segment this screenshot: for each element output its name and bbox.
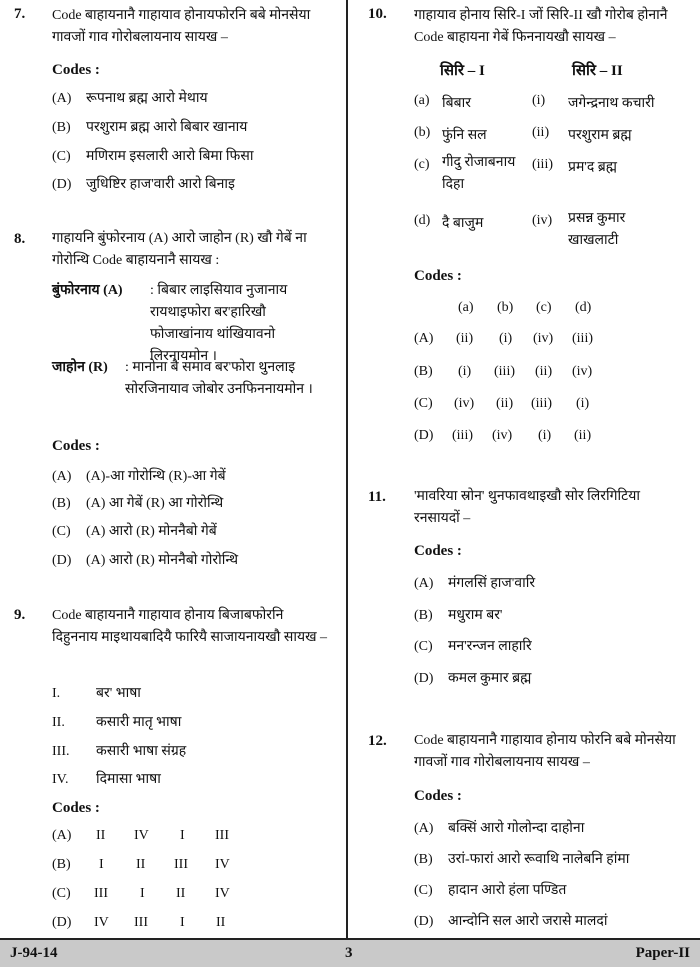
list-item-1: I. बर' भाषा xyxy=(52,686,141,701)
question-text: 'मावरिया स्रोन' थुनफावथाइखौ सोर लिरगिटिया रनसायदों – xyxy=(414,489,640,526)
question-text: Code बाहायनानै गाहायाव होनाय बिजाबफोरनि दिहुननाय माइथायबादियै फारियै साजायनायखौ सायख – xyxy=(52,608,328,645)
cell: II xyxy=(176,886,186,901)
option-a: (A) (A)-आ गोरोन्थि (R)-आ गेबें xyxy=(52,469,226,484)
list-item-4: IV. दिमासा भाषा xyxy=(52,772,161,787)
cell: (i) xyxy=(538,428,552,443)
row-label: (C) xyxy=(414,396,433,411)
row-label: (B) xyxy=(52,857,71,872)
option-d: (D) कमल कुमार ब्रह्म xyxy=(414,671,532,686)
header-cell: (b) xyxy=(497,300,514,315)
option-d: (D) आन्दोनि सल आरो जरासे मालदां xyxy=(414,914,608,929)
row-label: (B) xyxy=(414,364,433,379)
cell: III xyxy=(134,915,148,930)
cell: (ii) xyxy=(535,364,553,379)
paper-code: J-94-14 xyxy=(10,945,58,961)
question-number: 12. xyxy=(368,733,387,749)
option-d: (D) जुधिष्टिर हाज'वारी आरो बिनाइ xyxy=(52,177,235,192)
option-b: (B) परशुराम ब्रह्म आरो बिबार खानाय xyxy=(52,120,248,135)
cell: (iii) xyxy=(494,364,515,379)
option-d: (D) (A) आरो (R) मोननैबो गोरोन्थि xyxy=(52,553,239,568)
cell: (iii) xyxy=(452,428,473,443)
reason-label: जाहोन (R) xyxy=(52,360,108,375)
header-cell: (c) xyxy=(536,300,552,315)
cell: III xyxy=(174,857,188,872)
cell: (iv) xyxy=(492,428,513,443)
cell: (iv) xyxy=(572,364,593,379)
question-number: 8. xyxy=(14,231,26,247)
exam-page: 7. Code बाहायनानै गाहायाव होनायफोरनि बबे मोनसेया गावजों गाव गोरोबलायनाय सायख – Codes : (A) रूपनाथ ब्रह्म आरो मेथाय (B) परशुराम ब्रह्म आरो बिबार खानाय (C) मणिराम इसलारी आरो बिमा फिसा (D) जुधिष्टिर हाज'वारी आरो बिनाइ 8. गाहायनि बुंफोरनाय (A) आरो जाहोन (R) खौ गेबें ना गोरोन्थि Code बाहायनानै सायख : बुंफोरनाय (A) : बिबार लाइसियाव नुजानाय रायथाइफोरा बर'हारिखौ फोजाखांनाय थांखियावनो लिरनायमोन । जाहोन (R) : मानोना बै समाव बर'फोरा थुनलाइ सोरजिनायाव जोबोर उनफिननायमोन । Codes : (A) (A)-आ गोरोन्थि (R)-आ गेबें (B) (A) आ गेबें (R) आ गोरोन्थि (C) (A) आरो (R) मोननैबो गेबें (D) (A) आरो (R) मोननैबो गोरोन्थि 9. Code बाहायनानै गाहायाव होनाय बिजाबफोरनि दिहुननाय माइथायबादियै फारियै साजायनायखौ सायख – I. बर' भाषा II. कसारी मातृ भाषा III. कसारी भाषा संग्रह IV. दिमासा भाषा Codes : (A) II IV I III (B) I II III IV (C) III I II IV (D) IV III I II 10. गाहायाव होनाय सिरि-I जों सिरि-II खौ गोरोब होनानै Code बाहायना गेबें फिननायखौ सायख – सिरि – I सिरि – II (a) बिबार (i) जगेन्द्रनाथ कचारी (b) फुंनि सल (ii) परशुराम ब्रह्म (c) गीदु रोजाबनाय दिहा (iii) प्रम'द ब्रह्म (d) दै बाजुम (iv) प्रसन्न कुमार खाखलाटी Codes : (a) (b) (c) (d) (A) (ii) (i) (iv) (iii) (B) (i) (iii) (ii) (iv) (C) (iv) (ii) (iii) (i) (D) (iii) (iv) (i) (ii) 11. 'मावरिया स्रोन' थुनफावथाइखौ सोर लिरगिटिया रनसायदों – Codes : (A) मंगलसिं हाज'वारि (B) मधुराम बर' (C) मन'रन्जन लाहारि (D) कमल कुमार ब्रह्म 12. Code बाहायनानै गाहायाव होनाय फोरनि बबे मोनसेया गावजों गाव गोरोबलायनाय सायख – Codes : (A) बक्सिं आरो गोलोन्दा दाहोना (B) उरां-फारां आरो रूवाथि नालेबनि हांमा (C) हादान आरो हंला पण्डित (D) आन्दोनि सल आरो जरासे मालदां J-94-14 3 Paper-II xyxy=(0,0,700,965)
cell: (ii) xyxy=(496,396,514,411)
codes-label: Codes : xyxy=(52,800,100,816)
header-cell: (d) xyxy=(575,300,592,315)
codes-label: Codes : xyxy=(52,438,100,454)
cell: II xyxy=(96,828,106,843)
list-1-title: सिरि – I xyxy=(440,63,485,79)
cell: III xyxy=(215,828,229,843)
question-number: 7. xyxy=(14,6,26,22)
option-c: (C) मणिराम इसलारी आरो बिमा फिसा xyxy=(52,149,254,164)
assertion-label: बुंफोरनाय (A) xyxy=(52,283,123,298)
option-a: (A) मंगलसिं हाज'वारि xyxy=(414,576,536,591)
paper-label: Paper-II xyxy=(635,945,690,961)
codes-label: Codes : xyxy=(52,62,100,78)
row-label: (C) xyxy=(52,886,71,901)
cell: III xyxy=(94,886,108,901)
cell: I xyxy=(180,915,185,930)
cell: I xyxy=(99,857,104,872)
header-cell: (a) xyxy=(458,300,474,315)
cell: (iii) xyxy=(572,331,593,346)
question-text: Code बाहायनानै गाहायाव होनाय फोरनि बबे मोनसेया गावजों गाव गोरोबलायनाय सायख – xyxy=(414,733,676,770)
row-label: (A) xyxy=(52,828,72,843)
row-label: (D) xyxy=(52,915,72,930)
option-c: (C) मन'रन्जन लाहारि xyxy=(414,639,532,654)
row-label: (A) xyxy=(414,331,434,346)
cell: (iii) xyxy=(531,396,552,411)
option-b: (B) उरां-फारां आरो रूवाथि नालेबनि हांमा xyxy=(414,852,630,867)
list-item-2: II. कसारी मातृ भाषा xyxy=(52,715,182,730)
page-number: 3 xyxy=(345,945,353,961)
codes-label: Codes : xyxy=(414,543,462,559)
page-footer xyxy=(0,938,700,967)
cell: II xyxy=(136,857,146,872)
cell: IV xyxy=(94,915,109,930)
question-text: गाहायाव होनाय सिरि-I जों सिरि-II खौ गोरोब होनानै Code बाहायना गेबें फिननायखौ सायख – xyxy=(414,8,668,45)
cell: IV xyxy=(134,828,149,843)
list-item-3: III. कसारी भाषा संग्रह xyxy=(52,744,187,759)
codes-label: Codes : xyxy=(414,268,462,284)
question-text: गाहायनि बुंफोरनाय (A) आरो जाहोन (R) खौ गेबें ना गोरोन्थि Code बाहायनानै सायख : xyxy=(52,231,307,268)
cell: (ii) xyxy=(456,331,474,346)
cell: IV xyxy=(215,886,230,901)
question-text: Code बाहायनानै गाहायाव होनायफोरनि बबे मोनसेया गावजों गाव गोरोबलायनाय सायख – xyxy=(52,8,311,45)
reason-text: : मानोना बै समाव बर'फोरा थुनलाइ सोरजिनायाव जोबोर उनफिननायमोन । xyxy=(125,360,313,397)
option-c: (C) (A) आरो (R) मोननैबो गेबें xyxy=(52,524,217,539)
cell: (i) xyxy=(499,331,513,346)
option-a: (A) बक्सिं आरो गोलोन्दा दाहोना xyxy=(414,821,585,836)
option-a: (A) रूपनाथ ब्रह्म आरो मेथाय xyxy=(52,91,208,106)
cell: (ii) xyxy=(574,428,592,443)
question-number: 11. xyxy=(368,489,386,505)
cell: (iv) xyxy=(533,331,554,346)
codes-label: Codes : xyxy=(414,788,462,804)
cell: (iv) xyxy=(454,396,475,411)
option-b: (B) मधुराम बर' xyxy=(414,608,503,623)
column-divider xyxy=(346,0,348,938)
cell: I xyxy=(180,828,185,843)
row-label: (D) xyxy=(414,428,434,443)
assertion-text: : बिबार लाइसियाव नुजानाय रायथाइफोरा बर'हारिखौ फोजाखांनाय थांखियावनो लिरनायमोन । xyxy=(150,283,288,364)
cell: IV xyxy=(215,857,230,872)
cell: I xyxy=(140,886,145,901)
cell: II xyxy=(216,915,226,930)
cell: (i) xyxy=(576,396,590,411)
option-b: (B) (A) आ गेबें (R) आ गोरोन्थि xyxy=(52,496,224,511)
question-number: 9. xyxy=(14,607,26,623)
option-c: (C) हादान आरो हंला पण्डित xyxy=(414,883,567,898)
list-2-title: सिरि – II xyxy=(572,63,623,79)
question-number: 10. xyxy=(368,6,387,22)
cell: (i) xyxy=(458,364,472,379)
